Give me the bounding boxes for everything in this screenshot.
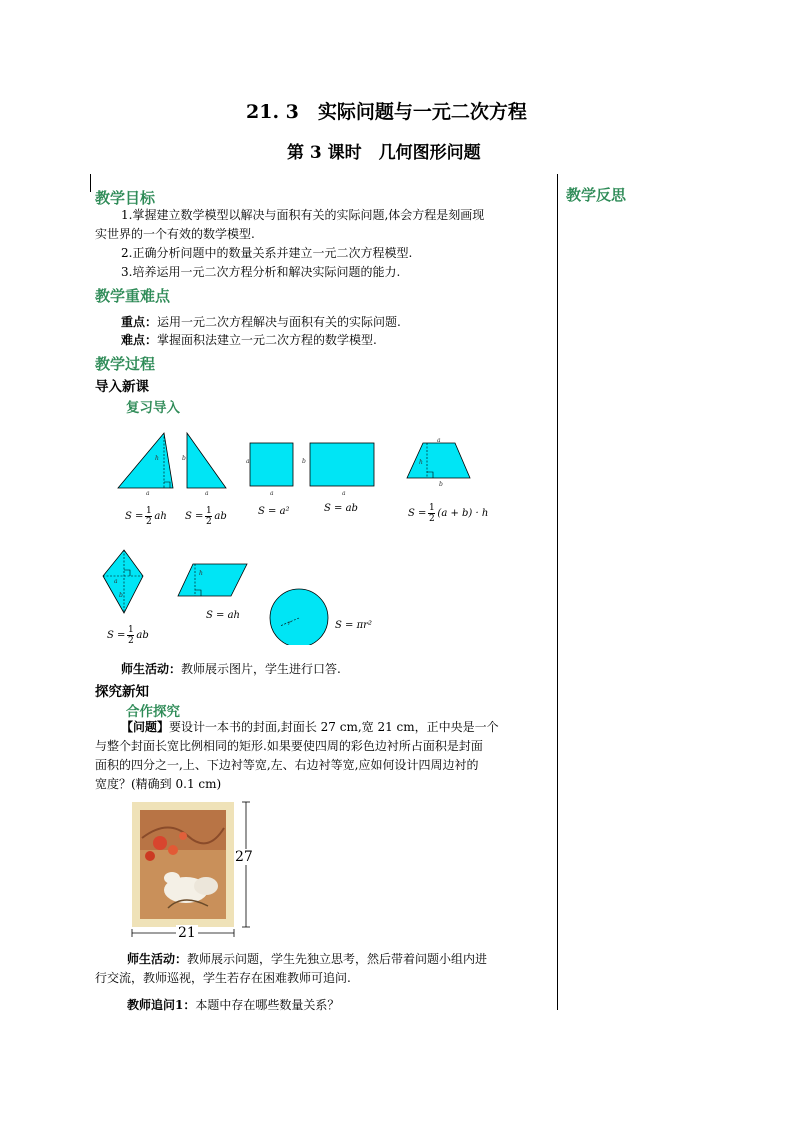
activity-2: 师生活动：教师展示问题，学生先独立思考，然后带着问题小组内进 行交流，教师巡视，学生若存在困难教师可追问. xyxy=(95,952,488,985)
label-b: b xyxy=(439,481,443,488)
key-point xyxy=(121,313,401,332)
label-b: b xyxy=(302,458,306,465)
label-b: b xyxy=(119,592,123,599)
difficulty-text: 掌握面积法建立一元二次方程的数学模型. xyxy=(157,333,377,347)
right-triangle-ab xyxy=(187,433,226,488)
label-a: a xyxy=(146,490,150,497)
column-divider xyxy=(557,174,558,1010)
rectangle xyxy=(310,443,374,486)
difficulty-label: 难点： xyxy=(121,333,158,347)
label-a: a xyxy=(270,490,274,497)
explore-heading: 探究新知 xyxy=(95,684,149,700)
circle xyxy=(270,589,328,645)
followup-question: 教师追问1：本题中存在哪些数量关系？ xyxy=(127,998,340,1012)
process-heading: 教学过程 xyxy=(95,355,156,373)
label-h: h xyxy=(199,570,203,577)
label-a: a xyxy=(246,458,250,465)
goal-item: 1.掌握建立数学模型以解决与面积有关的实际问题,体会方程是刻画现 xyxy=(121,208,485,222)
keypoints-heading: 教学重难点 xyxy=(95,287,171,305)
triangle-ah xyxy=(118,433,173,488)
dimension-height-label: 27 xyxy=(235,849,253,865)
parallelogram xyxy=(178,564,247,596)
review-heading: 复习导入 xyxy=(126,400,180,416)
left-border xyxy=(90,174,91,192)
label-b: b xyxy=(182,455,186,462)
trapezoid xyxy=(407,443,470,478)
label-a: a xyxy=(342,490,346,497)
problem-text: 【问题】要设计一本书的封面,封面长 27 cm,宽 21 cm，正中央是一个 与整个封面长宽比例相同的矩形.如果要使四周的彩色边衬所占面积是封面 面积的四分之一,上、下边衬等宽,左、右边衬等宽,应如何设计四周边衬的 宽度？(精确到 0.1 cm) xyxy=(95,720,499,791)
label-a: a xyxy=(114,578,118,585)
formula-square: S = a² xyxy=(258,506,290,517)
label-a: a xyxy=(437,437,441,444)
label-r: r xyxy=(288,620,291,627)
key-text: 运用一元二次方程解决与面积有关的实际问题. xyxy=(157,315,401,329)
key-label: 重点： xyxy=(121,315,158,329)
activity-1: 师生活动：教师展示图片，学生进行口答. xyxy=(121,662,341,676)
formula-rectangle: S = ab xyxy=(324,503,358,514)
formula-circle: S = πr² xyxy=(335,620,372,631)
formula-triangle-ah: S = $\frac{1}{2}$ ah xyxy=(125,506,167,527)
formula-triangle-ab: S = $\frac{1}{2}$ ab xyxy=(185,506,227,527)
problem-tag: 【问题】 xyxy=(121,720,170,734)
goals-list xyxy=(95,206,555,282)
goal-item: 2.正确分析问题中的数量关系并建立一元二次方程模型. xyxy=(121,246,413,260)
coop-heading: 合作探究 xyxy=(126,704,180,720)
page-subtitle: 第 3 课时 几何图形问题 xyxy=(287,143,481,163)
label-h: h xyxy=(419,459,423,466)
goal-item: 实世界的一个有效的数学模型. xyxy=(95,227,255,241)
shapes-figure xyxy=(100,425,530,645)
sidebar-heading: 教学反思 xyxy=(566,186,627,204)
formula-rhombus: S = $\frac{1}{2}$ ab xyxy=(107,625,149,646)
label-h: h xyxy=(155,455,159,462)
goals-heading: 教学目标 xyxy=(95,189,156,207)
formula-trapezoid: S = $\frac{1}{2}$ (a + b) · h xyxy=(408,503,489,524)
book-cover-figure xyxy=(128,798,268,938)
dimension-width-label: 21 xyxy=(178,925,196,941)
difficulty-point xyxy=(121,331,377,350)
formula-parallelogram: S = ah xyxy=(206,610,240,621)
intro-heading: 导入新课 xyxy=(95,379,149,395)
goal-item: 3.培养运用一元二次方程分析和解决实际问题的能力. xyxy=(121,265,401,279)
label-a: a xyxy=(205,490,209,497)
page-title: 21. 3 实际问题与一元二次方程 xyxy=(246,101,527,123)
rhombus xyxy=(103,550,143,613)
square xyxy=(250,443,293,486)
